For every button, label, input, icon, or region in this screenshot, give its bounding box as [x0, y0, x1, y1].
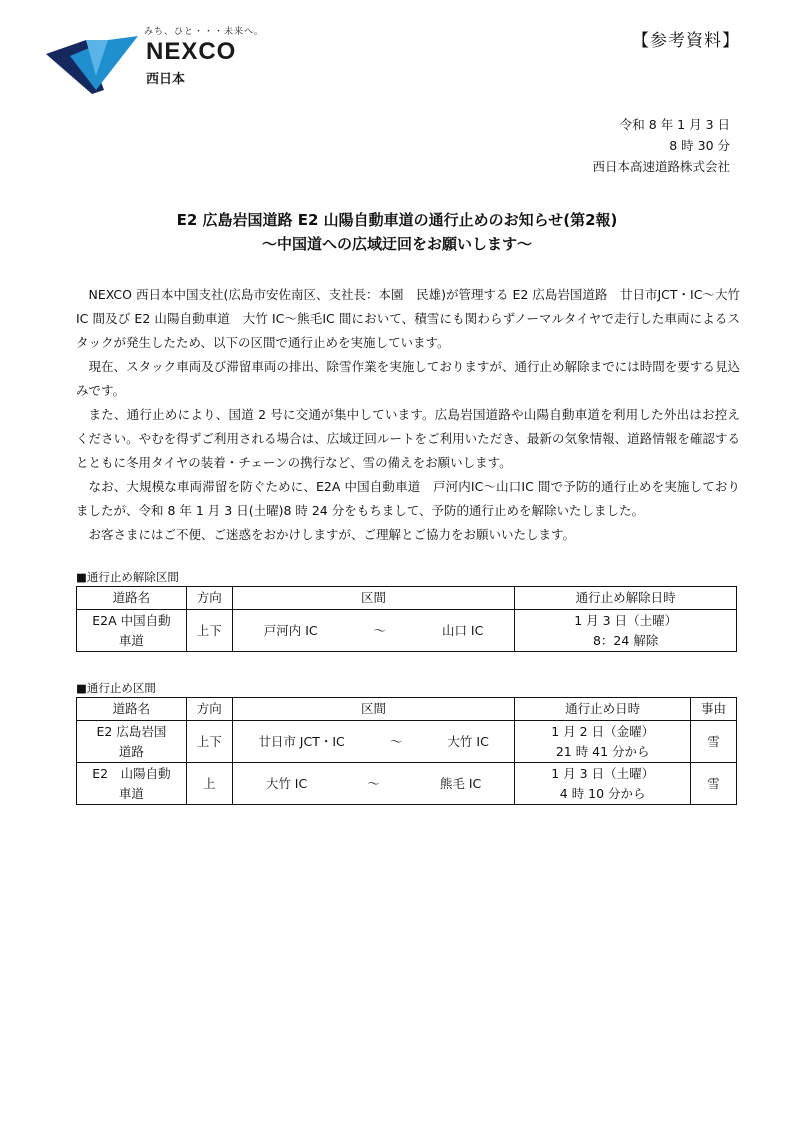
table-header-row [77, 698, 737, 721]
section-from: 戸河内 IC [263, 622, 318, 638]
direction-cell: 上下 [186, 721, 232, 763]
logo-tagline: みち、ひと・・・未来へ。 [144, 27, 265, 37]
issue-date: 令和 8 年 1 月 3 日 [619, 117, 730, 132]
paragraph: NEXCO 西日本中国支社(広島市安佐南区、支社長：本園 民雄)が管理する E2 広島岩国道路 廿日市JCT・IC～大竹IC 間及び E2 山陽自動車道 大竹 IC～熊毛IC 間において、積雪にも関わらずノーマルタイヤで走行した車両によるスタックが発生したため、以下の区間で通行止めを実施しています。 [76, 287, 740, 350]
table-row [77, 721, 737, 763]
direction-cell: 上 [186, 763, 232, 805]
title-main: E2 広島岩国道路 E2 山陽自動車道の通行止めのお知らせ(第2報) [176, 211, 618, 229]
paragraph: 現在、スタック車両及び滞留車両の排出、除雪作業を実施しておりますが、通行止め解除までには時間を要する見込みです。 [76, 359, 740, 398]
logo-brand: NEXCO [146, 38, 237, 65]
datetime-cell: 1 月 3 日（土曜） 8：24 解除 [515, 610, 737, 652]
released-table [76, 586, 737, 652]
closed-table [76, 697, 737, 805]
issue-info [592, 114, 730, 177]
closed-section-heading: ■通行止め区間 [76, 681, 156, 695]
table-row [77, 610, 737, 652]
table-row [77, 763, 737, 805]
header-closure-time: 通行止め日時 [515, 698, 691, 721]
title-sub: ～中国道への広域迂回をお願いします～ [261, 235, 532, 253]
logo-region: 西日本 [146, 72, 186, 87]
section-cell [232, 721, 515, 763]
header-release-time: 通行止め解除日時 [515, 587, 737, 610]
reason-cell: 雪 [691, 721, 737, 763]
section-sep: ～ [389, 733, 403, 749]
section-to: 山口 IC [441, 622, 484, 638]
nexco-logo [46, 24, 266, 94]
section-to: 熊毛 IC [439, 775, 482, 791]
datetime-cell: 1 月 3 日（土曜） 4 時 10 分から [515, 763, 691, 805]
paragraph: また、通行止めにより、国道 2 号に交通が集中しています。広島岩国道路や山陽自動車道を利用した外出はお控えください。やむを得ずご利用される場合は、広域迂回ルートをご利用いただき、最新の気象情報、道路情報を確認するとともに冬用タイヤの装着・チェーンの携行など、雪の備えをお願いします。 [76, 407, 740, 470]
header-section: 区間 [232, 698, 515, 721]
header-road: 道路名 [77, 587, 187, 610]
released-section-heading: ■通行止め解除区間 [76, 570, 179, 584]
reference-label: 【参考資料】 [632, 31, 740, 51]
section-from: 大竹 IC [265, 775, 308, 791]
section-sep: ～ [367, 775, 380, 791]
issue-time: 8 時 30 分 [669, 138, 730, 153]
header-direction: 方向 [186, 587, 232, 610]
section-sep: ～ [373, 622, 387, 638]
section-from: 廿日市 JCT・IC [258, 733, 345, 749]
issuer-name: 西日本高速道路株式会社 [592, 159, 730, 174]
datetime-cell: 1 月 2 日（金曜） 21 時 41 分から [515, 721, 691, 763]
road-name-cell: E2 山陽自動 車道 [77, 763, 187, 805]
header-reason: 事由 [691, 698, 737, 721]
paragraph: お客さまにはご不便、ご迷惑をおかけしますが、ご理解とご協力をお願いいたします。 [88, 527, 576, 542]
road-name-cell: E2 広島岩国 道路 [77, 721, 187, 763]
direction-cell: 上下 [186, 610, 232, 652]
nexco-v-mark-icon [46, 34, 142, 94]
section-cell [232, 610, 515, 652]
section-cell [232, 763, 515, 805]
road-name-cell: E2A 中国自動 車道 [77, 610, 187, 652]
body-text [76, 283, 740, 547]
section-to: 大竹 IC [447, 733, 489, 749]
table-header-row [77, 587, 737, 610]
paragraph: なお、大規模な車両滞留を防ぐために、E2A 中国自動車道 戸河内IC～山口IC 間で予防的通行止めを実施しておりましたが、令和 8 年 1 月 3 日(土曜)8 時 24 分をもちまして、予防的通行止めを解除いたしました。 [76, 479, 740, 518]
header-direction: 方向 [186, 698, 232, 721]
header-section: 区間 [232, 587, 515, 610]
reason-cell: 雪 [691, 763, 737, 805]
document-title [0, 208, 794, 256]
header-road: 道路名 [77, 698, 187, 721]
